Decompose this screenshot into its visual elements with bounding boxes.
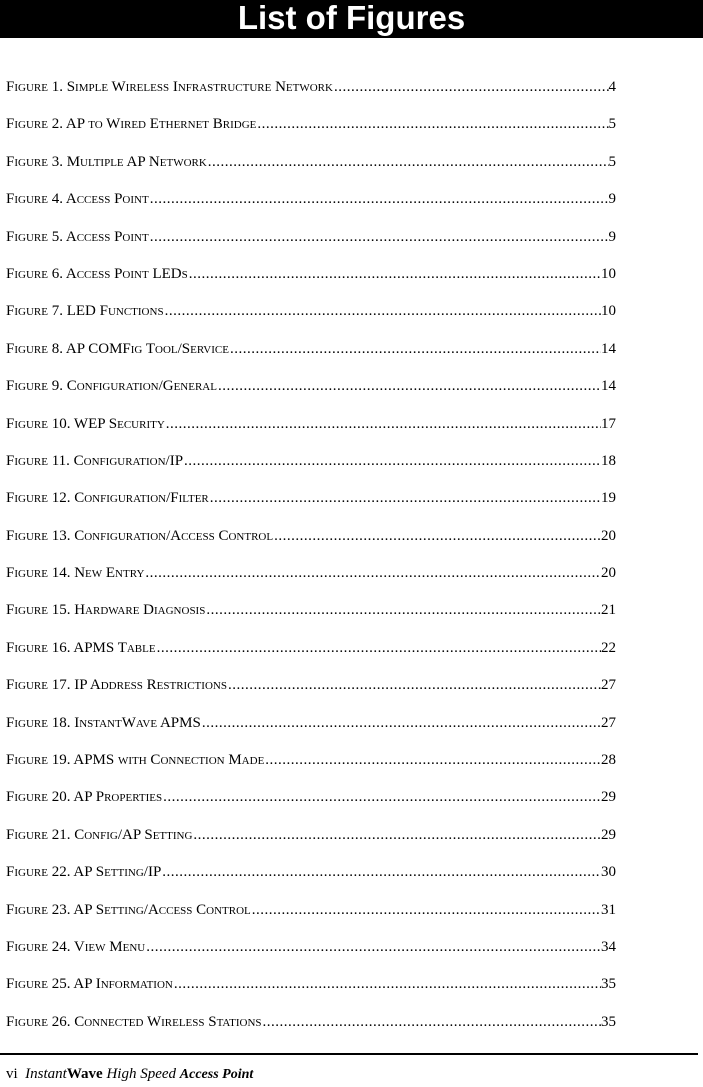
dot-leader	[174, 976, 601, 993]
figure-label: Figure 25. AP Information	[6, 976, 173, 993]
figure-page: 35	[601, 976, 616, 993]
figure-label: Figure 24. View Menu	[6, 938, 146, 955]
footer-brand-bold: Wave	[66, 1066, 103, 1082]
figure-entry	[6, 752, 616, 789]
page-title: List of Figures	[0, 0, 703, 38]
figure-label: Figure 18. InstantWave APMS	[6, 714, 201, 731]
figure-page: 28	[601, 752, 616, 769]
dot-leader	[165, 303, 601, 320]
figure-entry	[6, 154, 616, 191]
figure-label: Figure 14. New Entry	[6, 565, 145, 582]
figure-entry	[6, 976, 616, 1013]
figure-label: Figure 11. Configuration/IP	[6, 452, 184, 469]
figure-label: Figure 23. AP Setting/Access Control	[6, 901, 251, 918]
dot-leader	[146, 939, 601, 956]
dot-leader	[193, 827, 601, 844]
dot-leader	[274, 528, 601, 545]
dot-leader	[189, 266, 601, 283]
figure-entry	[6, 341, 616, 378]
figure-page: 14	[601, 378, 616, 395]
figure-entry	[6, 640, 616, 677]
figure-label: Figure 21. Config/AP Setting	[6, 826, 193, 843]
figure-label: Figure 19. APMS with Connection Made	[6, 752, 265, 769]
figure-label: Figure 26. Connected Wireless Stations	[6, 1013, 262, 1030]
figure-entry	[6, 1014, 616, 1051]
figure-entry	[6, 902, 616, 939]
figure-label: Figure 15. Hardware Diagnosis	[6, 602, 206, 619]
footer-page-number: vi	[6, 1066, 18, 1082]
figure-page: 20	[601, 527, 616, 544]
figure-label: Figure 20. AP Properties	[6, 789, 163, 806]
figure-entry	[6, 715, 616, 752]
figure-label: Figure 9. Configuration/General	[6, 378, 217, 395]
dot-leader	[166, 416, 601, 433]
dot-leader	[265, 752, 601, 769]
dot-leader	[162, 864, 601, 881]
figure-entry	[6, 416, 616, 453]
figure-label: Figure 12. Configuration/Filter	[6, 490, 209, 507]
figure-page: 17	[601, 415, 616, 432]
figure-entry	[6, 677, 616, 714]
dot-leader	[208, 154, 609, 171]
figure-page: 10	[601, 265, 616, 282]
figure-page: 4	[608, 79, 616, 95]
dot-leader	[163, 789, 601, 806]
figure-entry	[6, 789, 616, 826]
figure-label: Figure 8. AP COMFig Tool/Service	[6, 340, 229, 357]
figures-list	[6, 79, 616, 1051]
figure-entry	[6, 602, 616, 639]
figure-page: 19	[601, 490, 616, 507]
figure-page: 34	[601, 938, 616, 955]
figure-entry	[6, 266, 616, 303]
dot-leader	[184, 453, 601, 470]
figure-page: 5	[608, 116, 616, 133]
figure-label: Figure 2. AP to Wired Ethernet Bridge	[6, 116, 257, 133]
figure-entry	[6, 864, 616, 901]
figure-page: 29	[601, 789, 616, 806]
figure-label: Figure 5. Access Point	[6, 228, 149, 245]
figure-entry	[6, 565, 616, 602]
dot-leader	[206, 602, 601, 619]
dot-leader	[257, 116, 608, 133]
dot-leader	[150, 229, 609, 246]
figure-page: 5	[608, 153, 616, 170]
figure-page: 20	[601, 565, 616, 582]
dot-leader	[230, 341, 601, 358]
figure-page: 31	[601, 901, 616, 918]
figure-label: Figure 22. AP Setting/IP	[6, 864, 162, 881]
figure-page: 10	[601, 303, 616, 320]
figure-entry	[6, 939, 616, 976]
footer-divider	[0, 1053, 698, 1055]
figure-label: Figure 1. Simple Wireless Infrastructure Network	[6, 79, 333, 95]
footer-brand-italic: Instant	[25, 1066, 67, 1082]
figure-entry	[6, 303, 616, 340]
figure-label: Figure 6. Access Point LEDs	[6, 265, 188, 282]
dot-leader	[218, 378, 601, 395]
figure-page: 14	[601, 340, 616, 357]
dot-leader	[145, 565, 601, 582]
figure-page: 27	[601, 677, 616, 694]
figure-page: 29	[601, 826, 616, 843]
dot-leader	[263, 1014, 601, 1031]
figure-entry	[6, 453, 616, 490]
figure-entry	[6, 378, 616, 415]
figure-entry	[6, 229, 616, 266]
figure-page: 27	[601, 714, 616, 731]
footer-product-bold-italic: Access Point	[179, 1067, 254, 1082]
figure-entry	[6, 827, 616, 864]
dot-leader	[157, 640, 601, 657]
figure-page: 35	[601, 1013, 616, 1030]
figure-page: 21	[601, 602, 616, 619]
figure-label: Figure 13. Configuration/Access Control	[6, 527, 274, 544]
dot-leader	[252, 902, 601, 919]
figure-page: 18	[601, 452, 616, 469]
dot-leader	[150, 191, 609, 208]
figure-label: Figure 4. Access Point	[6, 191, 149, 208]
dot-leader	[202, 715, 601, 732]
figure-entry	[6, 528, 616, 565]
figure-label: Figure 17. IP Address Restrictions	[6, 677, 227, 694]
footer-product-italic: High Speed	[106, 1066, 177, 1082]
dot-leader	[210, 490, 601, 507]
figure-entry	[6, 490, 616, 527]
figure-label: Figure 10. WEP Security	[6, 415, 165, 432]
figure-entry	[6, 79, 616, 116]
figure-page: 30	[601, 864, 616, 881]
figure-page: 9	[608, 228, 616, 245]
figure-page: 9	[608, 191, 616, 208]
figure-label: Figure 16. APMS Table	[6, 639, 156, 656]
dot-leader	[228, 677, 601, 694]
page-footer	[6, 1066, 253, 1083]
dot-leader	[334, 79, 609, 96]
figure-label: Figure 3. Multiple AP Network	[6, 153, 207, 170]
figure-page: 22	[601, 639, 616, 656]
figure-entry	[6, 116, 616, 153]
figure-label: Figure 7. LED Functions	[6, 303, 164, 320]
figure-entry	[6, 191, 616, 228]
